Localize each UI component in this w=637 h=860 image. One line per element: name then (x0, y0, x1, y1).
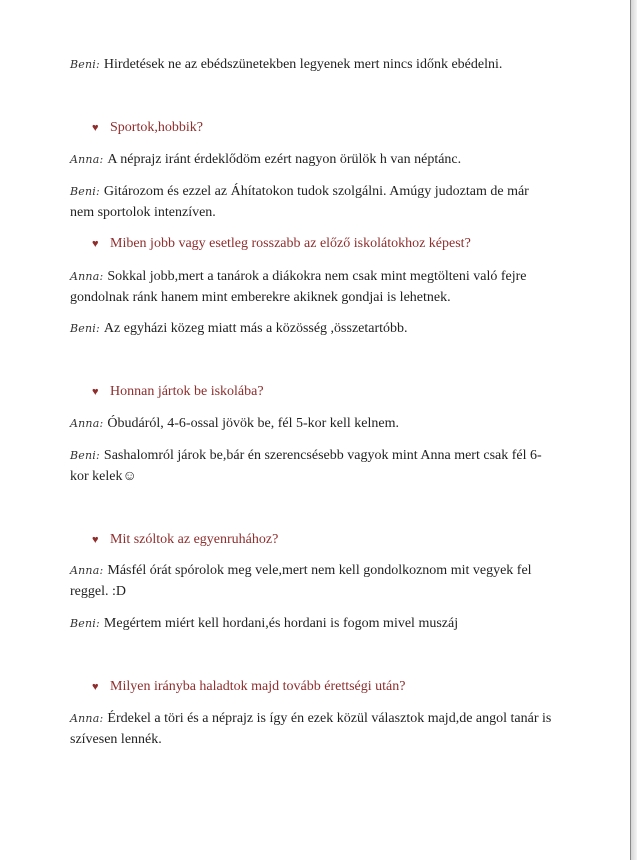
speaker-label: Beni: (70, 185, 100, 198)
question-uniform (92, 529, 552, 551)
answer-anna-3 (70, 413, 555, 434)
heart-bullet-icon: ♥ (92, 681, 99, 693)
answer-anna-2 (70, 266, 555, 308)
answer-beni-4 (70, 445, 555, 487)
question-commute (92, 381, 552, 403)
answer-beni-5 (70, 613, 555, 634)
answer-beni-3 (70, 318, 555, 339)
answer-beni-2 (70, 181, 555, 223)
question-future-plans (92, 676, 552, 698)
page-edge-shadow (631, 0, 637, 860)
answer-text: Sokkal jobb,mert a tanárok a diákokra nem csak mint megtölteni való fejre gondolnak ránk hanem mint emberekre akiknek gondjai is lehetnek. (70, 269, 527, 305)
speaker-label: Beni: (70, 58, 100, 71)
speaker-label: Beni: (70, 322, 100, 335)
question-school-comparison (92, 233, 552, 255)
speaker-label: Anna: (70, 417, 104, 430)
question-text: Miben jobb vagy esetleg rosszabb az előző iskolátokhoz képest? (110, 236, 471, 251)
answer-text: Óbudáról, 4-6-ossal jövök be, fél 5-kor kell kelnem. (107, 416, 399, 431)
speaker-label: Beni: (70, 617, 100, 630)
speaker-label: Anna: (70, 153, 104, 166)
question-text: Milyen irányba haladtok majd tovább érettségi után? (110, 679, 406, 694)
answer-beni-1 (70, 54, 555, 75)
answer-anna-4 (70, 560, 555, 602)
answer-anna-5 (70, 708, 555, 750)
answer-text: Másfél órát spórolok meg vele,mert nem kell gondolkoznom mit vegyek fel reggel. :D (70, 563, 532, 599)
answer-text: Érdekel a töri és a néprajz is így én ezek közül választok majd,de angol tanár is szívesen lennék. (70, 711, 552, 747)
question-text: Honnan jártok be iskolába? (110, 384, 264, 399)
answer-text: Megértem miért kell hordani,és hordani is fogom mivel muszáj (103, 616, 459, 631)
heart-bullet-icon: ♥ (92, 122, 99, 134)
speaker-label: Anna: (70, 270, 104, 283)
answer-text: A néprajz iránt érdeklődöm ezért nagyon örülök h van néptánc. (107, 152, 462, 167)
speaker-label: Beni: (70, 449, 100, 462)
question-text: Mit szóltok az egyenruhához? (110, 532, 279, 547)
speaker-label: Anna: (70, 564, 104, 577)
heart-bullet-icon: ♥ (92, 238, 99, 250)
answer-text: Sashalomról járok be,bár én szerencsésebb vagyok mint Anna mert csak fél 6-kor kelek☺ (70, 448, 542, 484)
question-text: Sportok,hobbik? (110, 120, 203, 135)
answer-text: Gitározom és ezzel az Áhítatokon tudok szolgálni. Amúgy judoztam de már nem sportolok intenzíven. (70, 184, 529, 220)
answer-text: Hirdetések ne az ebédszünetekben legyenek mert nincs időnk ebédelni. (103, 57, 503, 72)
question-hobbies (92, 117, 552, 139)
speaker-label: Anna: (70, 712, 104, 725)
answer-anna-1 (70, 149, 555, 170)
answer-text: Az egyházi közeg miatt más a közösség ,összetartóbb. (103, 321, 408, 336)
heart-bullet-icon: ♥ (92, 386, 99, 398)
heart-bullet-icon: ♥ (92, 534, 99, 546)
